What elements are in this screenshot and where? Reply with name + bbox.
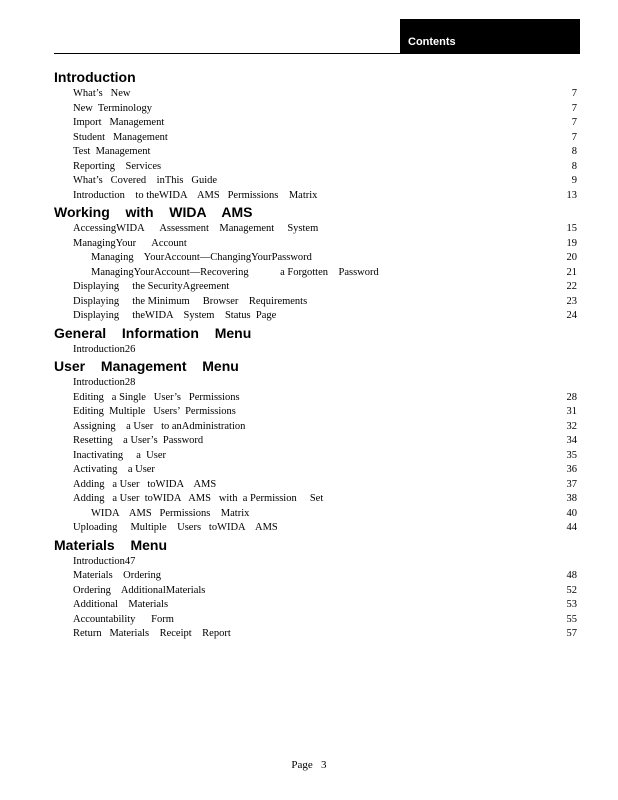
toc-entry[interactable] [54,174,577,189]
toc-entry-title: Accountability Form [73,613,174,625]
toc-entry-title: Resetting a User’s Password [73,435,204,446]
toc-entry-title: Introduction47 [73,555,136,567]
toc-entry[interactable] [54,420,577,435]
toc-entry-title: ManagingYour Account [73,237,187,249]
toc-entry-page: 7 [571,88,577,99]
toc-entry-page: 9 [571,175,577,186]
toc-entry[interactable] [54,405,577,420]
section-heading: Materials Menu [54,536,168,553]
toc-entry[interactable] [54,116,577,131]
toc-entry-page: 40 [566,507,577,519]
toc-entry-page: 15 [566,223,577,234]
toc-entry-page: 8 [571,146,577,157]
toc-entry[interactable] [54,449,577,464]
toc-entry-title: Displaying the Minimum Browser Requirements [73,295,308,307]
toc-entry-title: What’s New [73,88,131,99]
toc-entry-title: Additional Materials [73,599,169,610]
toc-entry[interactable] [54,584,577,599]
toc-entry-page: 55 [566,613,577,625]
toc-entry-page: 52 [566,584,577,596]
toc-entry[interactable] [54,478,577,493]
toc-entry[interactable] [54,391,577,406]
toc-entry-title: Uploading Multiple Users toWIDA AMS [73,522,278,533]
toc-entry[interactable] [54,492,577,507]
toc-entry[interactable] [54,102,577,117]
toc-entry[interactable] [54,613,577,628]
toc-entry-title: Displaying theWIDA System Status Page [73,310,277,321]
toc-entry[interactable] [54,295,577,310]
toc-entry-title: Managing YourAccount—ChangingYourPassword [91,252,312,263]
toc-entry[interactable] [54,569,577,584]
toc-entry[interactable] [54,434,577,449]
section-heading: Working with WIDA AMS [54,204,253,220]
header-title: Contents [408,36,456,48]
table-of-contents [54,68,577,642]
toc-entry-title: Displaying the SecurityAgreement [73,281,230,292]
toc-entry[interactable] [54,627,577,642]
toc-entry-title: Import Management [73,117,165,128]
toc-entry[interactable] [54,87,577,102]
toc-entry-page: 21 [566,266,577,278]
toc-entry-page: 23 [566,295,577,307]
toc-entry-title: Return Materials Receipt Report [73,628,231,639]
toc-entry-title: What’s Covered inThis Guide [73,175,218,186]
toc-entry-title: Adding a User toWIDA AMS with a Permission Set [73,493,324,504]
toc-entry-page: 32 [566,420,577,432]
toc-entry[interactable] [54,160,577,175]
toc-entry-title: Editing a Single User’s Permissions [73,391,240,403]
toc-entry[interactable] [54,251,577,266]
toc-entry-page: 24 [566,310,577,321]
toc-entry-title: Adding a User toWIDA AMS [73,478,217,490]
toc-entry[interactable] [54,521,577,536]
toc-entry-page: 57 [566,628,577,639]
header-rule [54,53,400,54]
toc-entry-title: Reporting Services [73,160,162,172]
toc-entry-title: WIDA AMS Permissions Matrix [91,507,250,519]
toc-entry-title: ManagingYourAccount—Recovering a Forgotten Password [91,266,379,278]
section-heading: Introduction [54,69,136,85]
section-heading: General Information Menu [54,324,252,341]
toc-entry-title: Student Management [73,131,168,143]
toc-entry-page: 37 [566,478,577,490]
toc-entry-page: 48 [566,570,577,581]
toc-entry-title: Introduction28 [73,377,136,388]
toc-entry[interactable] [54,507,577,522]
toc-entry-title: New Terminology [73,102,152,114]
toc-entry-page: 44 [566,522,577,533]
toc-entry[interactable] [54,598,577,613]
toc-entry-title: Inactivating a User [73,449,167,461]
toc-entry[interactable] [54,343,577,358]
toc-entry-page: 7 [571,131,577,143]
toc-entry-page: 31 [566,406,577,417]
toc-entry-page: 34 [566,435,577,446]
toc-entry-page: 36 [566,464,577,475]
toc-entry-page: 22 [566,281,577,292]
header-bar [400,19,580,54]
toc-entry-page: 53 [566,599,577,610]
toc-entry-page: 7 [571,102,577,114]
toc-entry-title: AccessingWIDA Assessment Management System [73,223,319,234]
toc-entry-title: Assigning a User to anAdministration [73,420,246,432]
toc-entry-page: 28 [566,391,577,403]
toc-entry[interactable] [54,309,577,324]
toc-entry-page: 8 [571,160,577,172]
toc-entry-title: Activating a User [73,464,155,475]
toc-entry-title: Test Management [73,146,151,157]
toc-entry-page: 13 [566,189,577,201]
toc-entry[interactable] [54,145,577,160]
toc-entry-title: Introduction to theWIDA AMS Permissions Matrix [73,189,318,201]
toc-entry[interactable] [54,280,577,295]
toc-entry-title: Introduction26 [73,343,136,355]
toc-entry[interactable] [54,376,577,391]
toc-entry[interactable] [54,266,577,281]
section-heading: User Management Menu [54,358,239,374]
toc-entry-page: 38 [566,493,577,504]
toc-entry-page: 7 [571,117,577,128]
toc-entry[interactable] [54,222,577,237]
toc-entry[interactable] [54,189,577,204]
toc-entry[interactable] [54,131,577,146]
toc-entry-title: Editing Multiple Users’ Permissions [73,406,236,417]
page-footer: Page 3 [291,759,327,771]
toc-entry-page: 19 [566,237,577,249]
toc-entry[interactable] [54,237,577,252]
toc-entry-page: 35 [566,449,577,461]
toc-entry-title: Materials Ordering [73,570,162,581]
toc-entry[interactable] [54,463,577,478]
toc-entry-page: 20 [566,252,577,263]
toc-entry[interactable] [54,555,577,570]
toc-entry-title: Ordering AdditionalMaterials [73,584,206,596]
